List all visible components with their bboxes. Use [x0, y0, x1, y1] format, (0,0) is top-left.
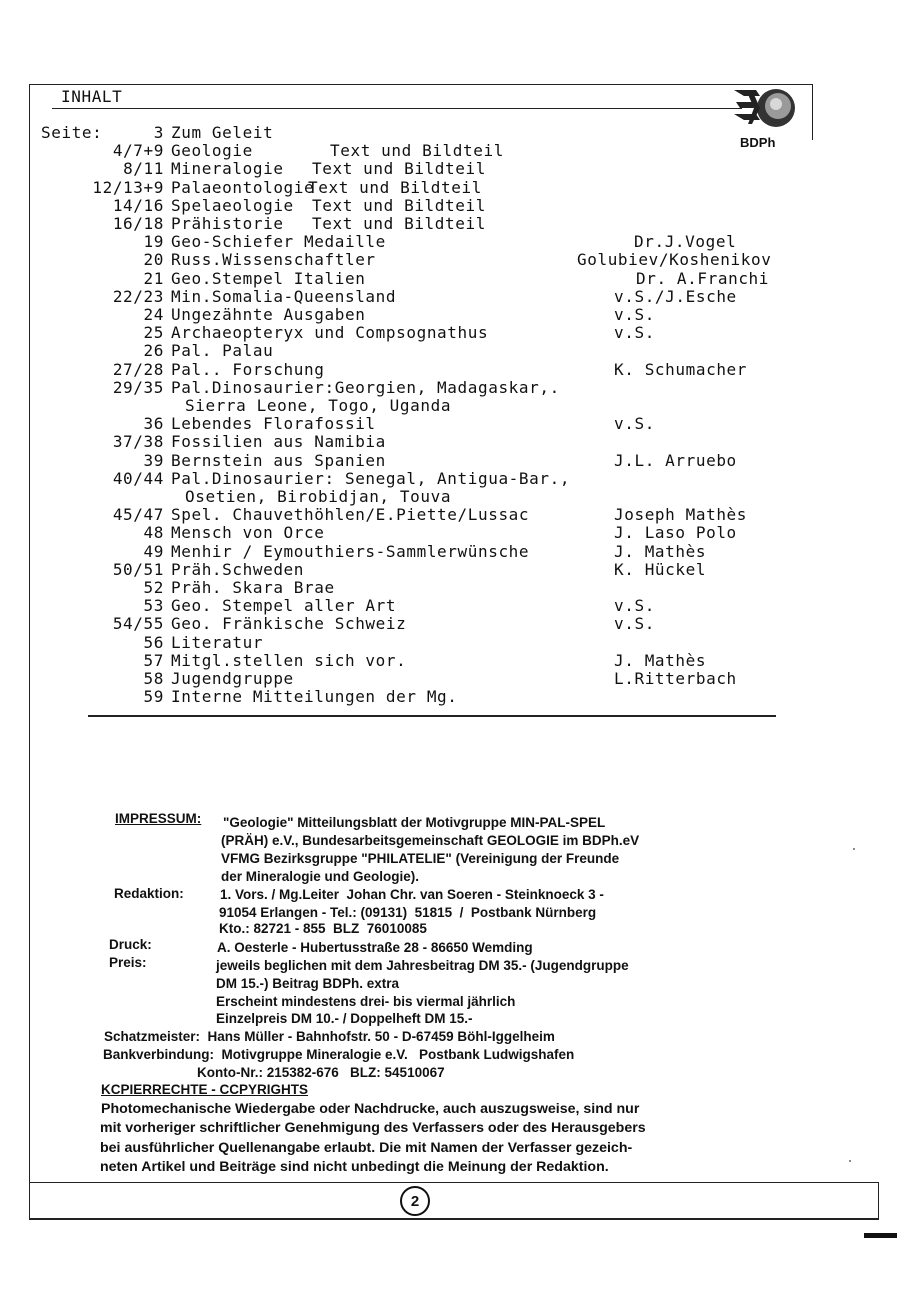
- toc-title: Präh. Skara Brae: [171, 578, 335, 597]
- toc-page-number: 3: [153, 123, 164, 142]
- toc-page-number: 27/28: [112, 359, 164, 379]
- toc-author: Dr.J.Vogel: [634, 232, 737, 252]
- toc-title: Zum Geleit: [171, 123, 274, 142]
- toc-page-number: 56: [143, 632, 164, 652]
- toc-page-number: 40/44: [112, 468, 164, 488]
- toc-author: J.L. Arruebo: [614, 450, 737, 470]
- toc-author: v.S./J.Esche: [614, 286, 737, 306]
- toc-title: Geo.Stempel Italien: [171, 268, 366, 288]
- toc-title: Min.Somalia-Queensland: [171, 286, 397, 306]
- preis-line: jeweils beglichen mit dem Jahresbeitrag DM 35.- (Jugendgruppe: [216, 958, 629, 973]
- toc-page-number: 48: [143, 523, 164, 543]
- copyright-heading: KCPIERRECHTE - CCPYRIGHTS: [101, 1082, 309, 1097]
- bdph-logo: [726, 84, 812, 154]
- toc-author: J. Mathès: [614, 650, 707, 670]
- impressum-line: (PRÄH) e.V., Bundesarbeitsgemeinschaft GEOLOGIE im BDPh.eV: [221, 833, 640, 848]
- toc-author: Golubiev/Koshenikov: [577, 250, 772, 270]
- toc-page-number: 29/35: [112, 377, 164, 397]
- toc-page-number: 50/51: [112, 559, 164, 579]
- toc-title: Spel. Chauvethöhlen/E.Piette/Lussac: [171, 505, 530, 525]
- redaktion-label: Redaktion:: [114, 886, 184, 901]
- toc-title: Mensch von Orce: [171, 523, 325, 543]
- bankverbindung: Bankverbindung: Motivgruppe Mineralogie e.V. Postbank Ludwigshafen: [103, 1047, 575, 1062]
- toc-page-number: 52: [143, 578, 164, 597]
- preis-line: Einzelpreis DM 10.- / Doppelheft DM 15.-: [216, 1011, 473, 1026]
- toc-page-number: 4/7+9: [112, 141, 164, 161]
- toc-page-number: 53: [143, 596, 164, 616]
- logo-text: BDPh: [740, 135, 776, 150]
- impressum-label: IMPRESSUM:: [115, 811, 202, 826]
- toc-extra: Text und Bildteil: [312, 195, 486, 215]
- toc-page-number: 16/18: [112, 214, 164, 233]
- toc-page-number: 39: [143, 450, 164, 470]
- redaktion-line: 1. Vors. / Mg.Leiter Johan Chr. van Soeren - Steinknoeck 3 -: [220, 887, 604, 902]
- toc-title: Fossilien aus Namibia: [171, 432, 386, 452]
- toc-title: Literatur: [171, 632, 264, 652]
- redaktion-line: 91054 Erlangen - Tel.: (09131) 51815 / Postbank Nürnberg: [219, 905, 597, 920]
- preis-label: Preis:: [109, 955, 147, 970]
- druck-text: A. Oesterle - Hubertusstraße 28 - 86650 Wemding: [217, 940, 533, 955]
- toc-page-number: 45/47: [112, 505, 164, 525]
- copyright-line: mit vorheriger schriftlicher Genehmigung des Verfassers oder des Herausgebers: [100, 1120, 646, 1136]
- toc-author: K. Schumacher: [614, 359, 748, 379]
- redaktion-line: Kto.: 82721 - 855 BLZ 76010085: [219, 921, 427, 936]
- toc-author: J. Laso Polo: [614, 523, 737, 543]
- toc-page-number: 25: [143, 323, 164, 343]
- scan-mark: [864, 1233, 897, 1238]
- toc-title: Archaeopteryx und Compsognathus: [171, 323, 489, 343]
- toc-extra: Text und Bildteil: [330, 141, 504, 161]
- toc-page-number: 14/16: [112, 195, 164, 215]
- toc-title: Pal.Dinosaurier: Senegal, Antigua-Bar.,: [171, 468, 571, 488]
- toc-title: Mitgl.stellen sich vor.: [171, 650, 407, 670]
- toc-title: Pal.Dinosaurier:Georgien, Madagaskar,.: [171, 377, 560, 397]
- toc-page-number: 58: [143, 669, 164, 688]
- toc-title: Osetien, Birobidjan, Touva: [185, 487, 452, 506]
- toc-title: Präh.Schweden: [171, 559, 305, 579]
- toc-page-number: 59: [143, 687, 164, 707]
- frame-right-rule: [812, 84, 813, 140]
- footer-right-rule: [878, 1182, 879, 1220]
- impressum-line: VFMG Bezirksgruppe "PHILATELIE" (Vereinigung der Freunde: [221, 851, 620, 866]
- toc-title: Lebendes Florafossil: [171, 414, 376, 434]
- toc-page-number: 20: [143, 250, 164, 270]
- impressum-line: "Geologie" Mitteilungsblatt der Motivgruppe MIN-PAL-SPEL: [223, 815, 606, 830]
- frame-left-rule: [29, 84, 30, 1220]
- toc-page-number: 8/11: [123, 159, 164, 179]
- toc-title: Menhir / Eymouthiers-Sammlerwünsche: [171, 541, 530, 561]
- toc-title: Jugendgruppe: [171, 669, 294, 688]
- toc-title: Sierra Leone, Togo, Uganda: [185, 396, 452, 415]
- toc-author: v.S.: [614, 414, 655, 434]
- toc-title: Geo-Schiefer Medaille: [171, 232, 386, 252]
- toc-author: K. Hückel: [614, 559, 707, 579]
- toc-page-number: 21: [143, 268, 164, 288]
- konto: Konto-Nr.: 215382-676 BLZ: 54510067: [197, 1065, 445, 1080]
- toc-extra: Text und Bildteil: [312, 159, 486, 179]
- page-title: INHALT: [61, 87, 123, 106]
- toc-title: Geo. Stempel aller Art: [171, 596, 397, 616]
- toc-page-number: 54/55: [112, 614, 164, 634]
- toc-author: Dr. A.Franchi: [636, 268, 770, 288]
- preis-line: Erscheint mindestens drei- bis viermal jährlich: [216, 994, 516, 1009]
- toc-title: Prähistorie: [171, 214, 284, 233]
- page-number: 2: [400, 1186, 430, 1216]
- copyright-line: Photomechanische Wiedergabe oder Nachdrucke, auch auszugsweise, sind nur: [101, 1101, 640, 1117]
- toc-author: J. Mathès: [614, 541, 707, 561]
- impressum-line: der Mineralogie und Geologie).: [221, 869, 420, 884]
- toc-title: Russ.Wissenschaftler: [171, 250, 376, 270]
- toc-page-number: 12/13+9: [92, 177, 164, 197]
- druck-label: Druck:: [109, 937, 152, 952]
- toc-title: Pal. Palau: [171, 341, 274, 361]
- toc-title: Geo. Fränkische Schweiz: [171, 614, 407, 634]
- toc-title: Interne Mitteilungen der Mg.: [171, 687, 458, 707]
- toc-page-number: 37/38: [112, 432, 164, 452]
- toc-page-number: 24: [143, 305, 164, 324]
- toc-extra: Text und Bildteil: [312, 214, 486, 233]
- toc-title: Palaeontologie: [171, 177, 315, 197]
- toc-extra: Text und Bildteil: [308, 177, 482, 197]
- toc-title: Geologie: [171, 141, 253, 161]
- toc-page-number: 22/23: [112, 286, 164, 306]
- footer-bottom-rule: [29, 1218, 879, 1220]
- toc-seite-label: Seite:: [41, 123, 103, 142]
- footer-top-rule: [29, 1182, 879, 1183]
- toc-page-number: 36: [143, 414, 164, 434]
- toc-page-number: 26: [143, 341, 164, 361]
- frame-top-rule: [29, 84, 812, 85]
- toc-author: v.S.: [614, 596, 655, 616]
- schatzmeister: Schatzmeister: Hans Müller - Bahnhofstr. 50 - D-67459 Böhl-Iggelheim: [104, 1029, 555, 1044]
- preis-line: DM 15.-) Beitrag BDPh. extra: [216, 976, 400, 991]
- toc-title: Bernstein aus Spanien: [171, 450, 386, 470]
- toc-author: v.S.: [614, 614, 655, 634]
- toc-title: Spelaeologie: [171, 195, 294, 215]
- toc-page-number: 19: [143, 232, 164, 252]
- toc-author: v.S.: [614, 323, 655, 343]
- scan-speck: [849, 1160, 851, 1162]
- toc-author: Joseph Mathès: [614, 505, 748, 525]
- toc-author: L.Ritterbach: [614, 669, 737, 688]
- toc-title: Ungezähnte Ausgaben: [171, 305, 366, 324]
- copyright-line: neten Artikel und Beiträge sind nicht unbedingt die Meinung der Redaktion.: [100, 1159, 609, 1175]
- toc-title: Mineralogie: [171, 159, 284, 179]
- toc-title: Pal.. Forschung: [171, 359, 325, 379]
- toc-page-number: 49: [143, 541, 164, 561]
- toc-bottom-rule: [88, 715, 776, 717]
- toc-author: v.S.: [614, 305, 655, 324]
- toc-page-number: 57: [143, 650, 164, 670]
- header-rule: [52, 108, 742, 109]
- scan-speck: [853, 848, 855, 850]
- copyright-line: bei ausführlicher Quellenangabe erlaubt. Die mit Namen der Verfasser gezeich-: [100, 1140, 633, 1156]
